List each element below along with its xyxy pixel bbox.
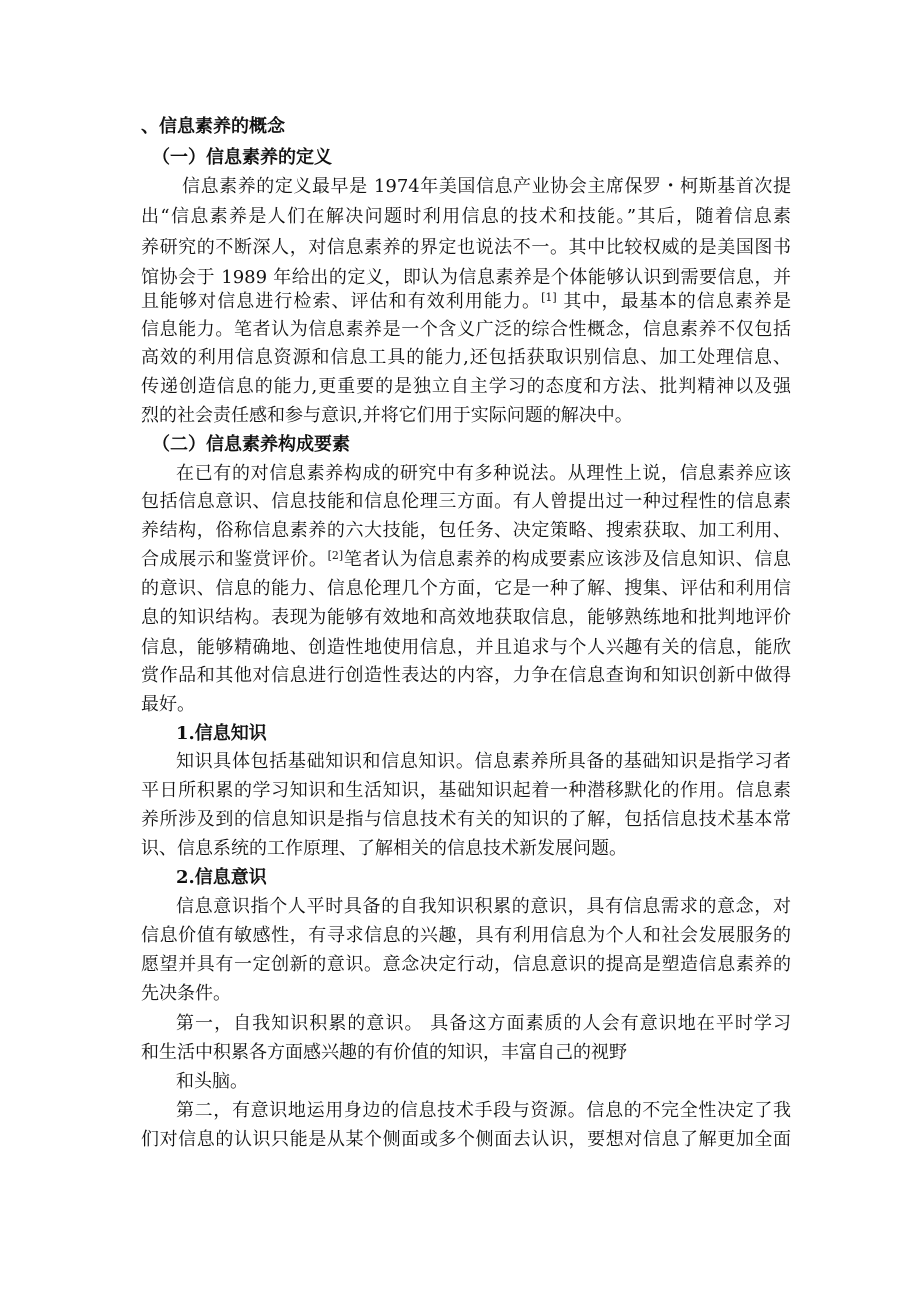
paragraph-line: 高效的利用信息资源和信息工具的能力,还包括获取识别信息、加工处理信息、: [141, 347, 791, 368]
paragraph-line: 信息能力。笔者认为信息素养是一个含义广泛的综合性概念，信息素养不仅包括: [141, 319, 791, 340]
paragraph-line: 信息价值有敏感性，有寻求信息的兴趣，具有利用信息为个人和社会发展服务的: [141, 925, 791, 946]
paragraph-line: 识、信息系统的工作原理、了解相关的信息技术新发展问题。: [141, 838, 627, 859]
paragraph-line: 养结构，俗称信息素养的六大技能，包任务、决定策略、搜索获取、加工利用、: [141, 520, 791, 541]
section-heading-elements: （二）信息素养构成要素: [152, 434, 350, 455]
line-text: 合成展示和鉴赏评价。: [141, 549, 328, 570]
main-heading: 、信息素养的概念: [141, 116, 285, 137]
citation-marker: [2]: [327, 549, 344, 562]
paragraph-line: 信息意识指个人平时具备的自我知识积累的意识，具有信息需求的意念，对: [176, 896, 791, 917]
paragraph-line: 信息素养的定义最早是 1974年美国信息产业协会主席保罗・柯斯基首次提: [182, 176, 791, 197]
paragraph-line: 信息，能够精确地、创造性地使用信息，并且追求与个人兴趣有关的信息，能欣: [141, 637, 791, 658]
paragraph-line: 烈的社会责任感和参与意识,并将它们用于实际问题的解决中。: [141, 405, 633, 426]
section-heading-definition: （一）信息素养的定义: [152, 147, 332, 168]
paragraph-line: 最好。: [141, 694, 195, 715]
paragraph-line: 息的知识结构。表现为能够有效地和高效地获取信息，能够熟练地和批判地评价: [141, 607, 791, 628]
line-text: 且能够对信息进行检索、评估和有效利用能力。: [141, 291, 542, 312]
paragraph-line: 养研究的不断深人，对信息素养的界定也说法不一。其中比较权威的是美国图书: [141, 237, 791, 258]
paragraph-line: 的意识、信息的能力、信息伦理几个方面，它是一种了解、搜集、评估和利用信: [141, 578, 791, 599]
paragraph-line: 和生活中积累各方面感兴趣的有价值的知识，丰富自己的视野: [141, 1042, 627, 1063]
paragraph-line: 包括信息意识、信息技能和信息伦理三方面。有人曾提出过一种过程性的信息素: [141, 491, 791, 512]
paragraph-line: 出“信息素养是人们在解决问题时利用信息的技术和技能。”其后，随着信息素: [141, 206, 791, 227]
paragraph-line: 先决条件。: [141, 983, 231, 1004]
paragraph-line: 第一，自我知识积累的意识。 具备这方面素质的人会有意识地在平时学习: [176, 1013, 791, 1034]
subheading-information-knowledge: 1.信息知识: [176, 723, 267, 744]
paragraph-line: 养所涉及到的信息知识是指与信息技术有关的知识的了解，包括信息技术基本常: [141, 809, 791, 830]
paragraph-line: 馆协会于 1989 年给出的定义，即认为信息素养是个体能够认识到需要信息，并: [141, 267, 791, 288]
paragraph-line: 知识具体包括基础知识和信息知识。信息素养所具备的基础知识是指学习者: [176, 751, 791, 772]
paragraph-line: 赏作品和其他对信息进行创造性表达的内容，力争在信息查询和知识创新中做得: [141, 665, 791, 686]
paragraph-line: 第二，有意识地运用身边的信息技术手段与资源。信息的不完全性决定了我: [176, 1100, 791, 1121]
citation-marker: [1]: [541, 291, 557, 304]
subheading-information-awareness: 2.信息意识: [176, 867, 267, 888]
paragraph-line: 在已有的对信息素养构成的研究中有多种说法。从理性上说，信息素养应该: [176, 463, 791, 484]
paragraph-line: 们对信息的认识只能是从某个侧面或多个侧面去认识，要想对信息了解更加全面: [141, 1129, 791, 1150]
paragraph-line: 传递创造信息的能力,更重要的是独立自主学习的态度和方法、批判精神以及强: [141, 376, 791, 397]
paragraph-line: 和头脑。: [176, 1071, 248, 1092]
paragraph-line: [141, 544, 791, 576]
line-text: 其中，最基本的信息素养是: [556, 291, 791, 312]
line-text: 笔者认为信息素养的构成要素应该涉及信息知识、信息: [343, 549, 792, 570]
paragraph-line: 平日所积累的学习知识和生活知识，基础知识起着一种潜移默化的作用。信息素: [141, 780, 791, 801]
paragraph-line: 愿望并具有一定创新的意识。意念决定行动，信息意识的提高是塑造信息素养的: [141, 954, 791, 975]
